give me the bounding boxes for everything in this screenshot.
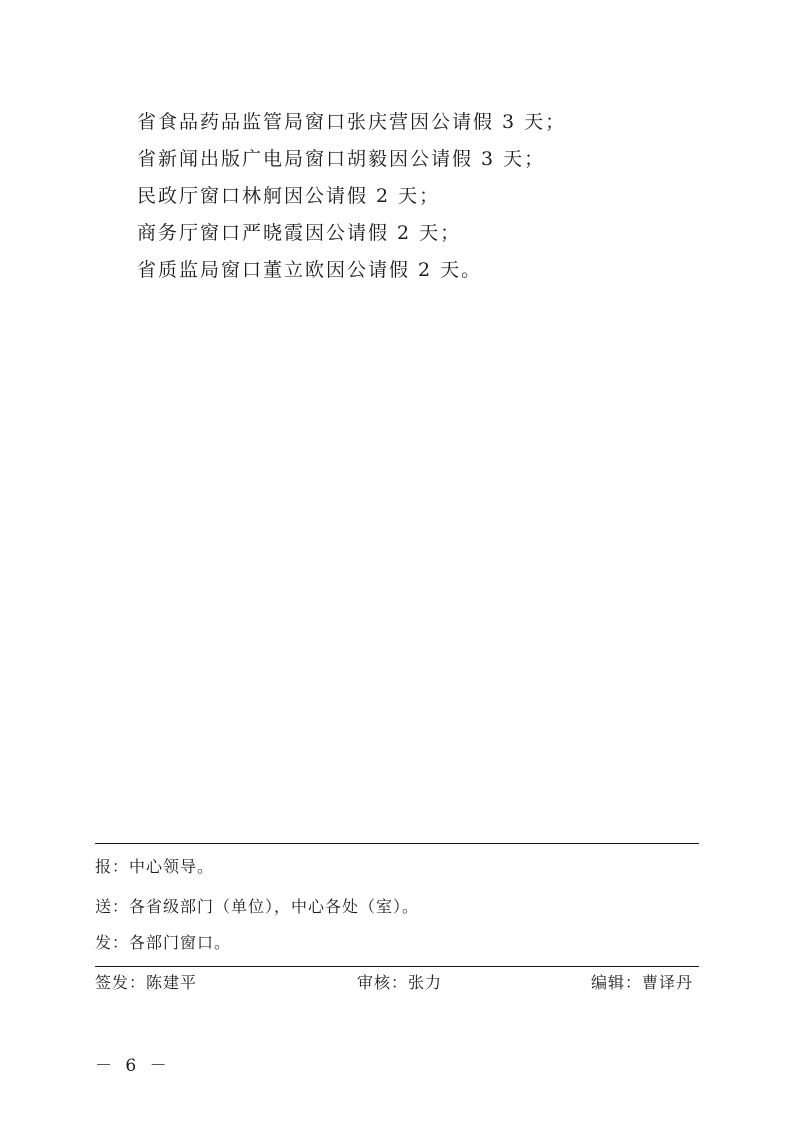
- reviewer: [357, 973, 442, 993]
- leave-notice-list: [137, 113, 566, 298]
- report-label: 报：: [95, 857, 130, 876]
- signer-name: 陈建平: [146, 973, 198, 992]
- send-label: 送：: [95, 897, 130, 916]
- send-to-line: [95, 898, 419, 916]
- leave-notice-line: 省质监局窗口董立欧因公请假 2 天。: [137, 259, 483, 281]
- page-number: － 6 －: [95, 1056, 171, 1076]
- footer-top-divider: [95, 843, 699, 844]
- leave-notice-line: 省新闻出版广电局窗口胡毅因公请假 3 天；: [137, 148, 546, 170]
- report-value: 中心领导。: [129, 857, 215, 876]
- issue-label: 发：: [95, 933, 130, 952]
- report-to-line: [95, 858, 214, 876]
- editor-name: 曹译丹: [641, 973, 693, 992]
- issue-to-line: [95, 934, 231, 952]
- leave-notice-line: 商务厅窗口严晓霞因公请假 2 天；: [137, 222, 462, 244]
- leave-notice-line: 省食品药品监管局窗口张庆营因公请假 3 天；: [137, 111, 567, 133]
- editor-label: 编辑：: [590, 973, 642, 992]
- signoff-row: [95, 973, 693, 993]
- signer-label: 签发：: [95, 973, 147, 992]
- issue-value: 各部门窗口。: [129, 933, 232, 952]
- send-value: 各省级部门（单位），中心各处（室）。: [129, 897, 420, 916]
- signer: [95, 973, 197, 993]
- reviewer-label: 审核：: [357, 973, 409, 992]
- reviewer-name: 张力: [408, 973, 443, 992]
- editor: [591, 973, 693, 993]
- leave-notice-line: 民政厅窗口林舸因公请假 2 天；: [137, 185, 441, 207]
- footer-bottom-divider: [95, 966, 699, 967]
